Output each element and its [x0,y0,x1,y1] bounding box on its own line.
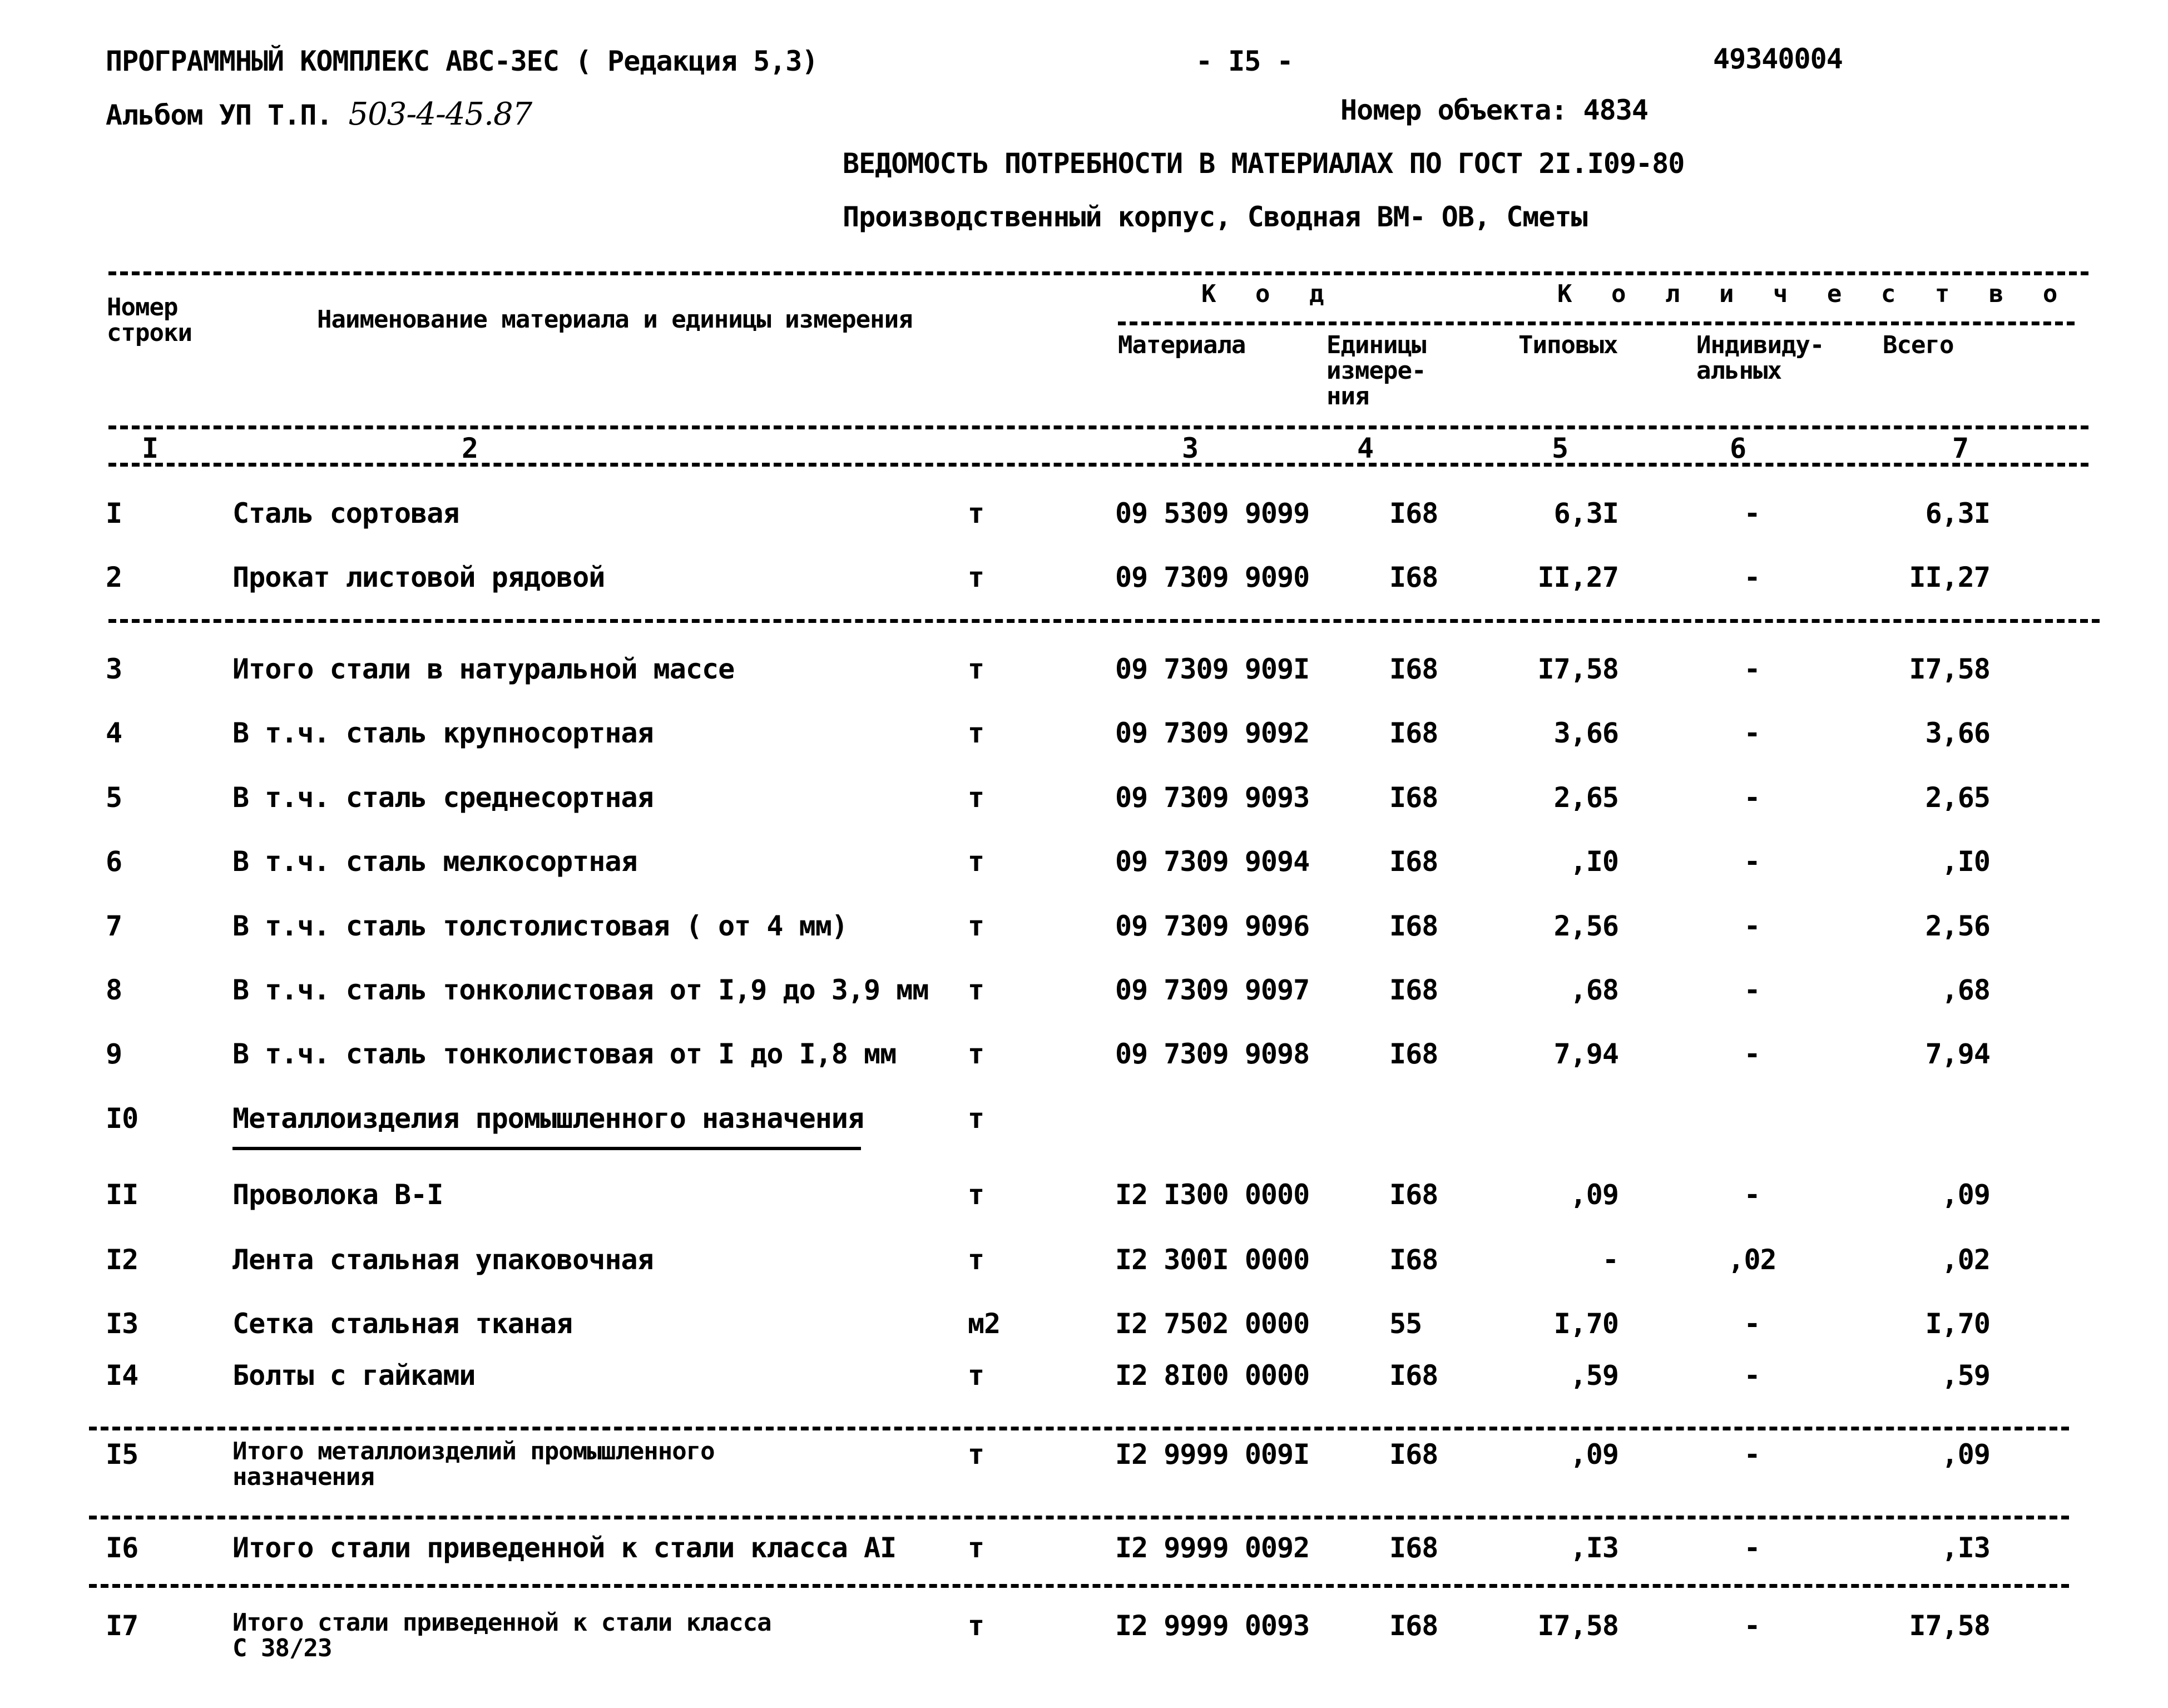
row-separator [89,1584,2069,1588]
program-title: ПРОГРАММНЫЙ КОМПЛЕКС АВС-ЗЕС ( Редакция 5,3) [106,45,818,77]
section-underline [232,1147,861,1150]
material-code: 09 7309 909I [1115,653,1310,685]
header-individual: Индивиду- альных [1696,331,1824,385]
quantity-total: 6,3I [1925,497,1990,529]
header-mid-rule [1118,321,2075,325]
column-number-1: I [142,432,159,464]
quantity-total: I,70 [1925,1308,1990,1340]
material-name-line: Лента стальная упаковочная [232,1244,654,1276]
material-name [232,974,928,1006]
quantity-individual: - [1744,1610,1760,1642]
quantity-typical: 7,94 [1553,1038,1618,1070]
material-name-line: назначения [232,1463,374,1491]
quantity-individual: - [1744,717,1760,749]
unit-code: I68 [1389,561,1438,593]
unit-of-measure: т [968,1610,984,1642]
material-name [232,1532,896,1563]
row-number: I6 [106,1532,138,1564]
row-number: 7 [106,910,122,942]
header-material-code: Материала [1118,331,1246,359]
quantity-total: 2,65 [1925,781,1990,814]
header-name: Наименование материала и единицы измерения [317,305,913,334]
quantity-individual: - [1744,653,1760,685]
quantity-total: 2,56 [1925,910,1990,942]
material-code: 09 7309 9096 [1115,910,1310,942]
row-separator [89,1516,2069,1519]
quantity-typical: 2,65 [1553,781,1618,814]
table-top-rule [108,271,2088,275]
row-number: 9 [106,1038,122,1070]
material-name [232,498,459,529]
material-name [232,782,654,813]
material-name-line: В т.ч. сталь тонколистовая от I,9 до 3,9 мм [232,974,929,1006]
quantity-typical: ,68 [1570,974,1618,1006]
quantity-individual: - [1744,1359,1760,1392]
unit-code: I68 [1389,1532,1438,1564]
quantity-individual: - [1744,781,1760,814]
unit-of-measure: т [968,717,984,749]
column-number-2: 2 [462,432,478,464]
quantity-total: ,09 [1941,1438,1990,1471]
quantity-typical: 6,3I [1553,497,1618,529]
material-code: I2 9999 009I [1115,1438,1310,1471]
album-handwritten-number: 503-4-45.87 [348,96,532,132]
unit-of-measure: т [968,653,984,685]
header-unit-code: Единицы измере- ния [1326,331,1426,410]
row-number: 5 [106,781,122,814]
unit-code: I68 [1389,1038,1438,1070]
row-number: 3 [106,653,122,685]
row-number: I4 [106,1359,138,1392]
material-name [232,1360,476,1391]
quantity-total: ,09 [1941,1179,1990,1211]
unit-code: 55 [1389,1308,1422,1340]
quantity-typical: 3,66 [1553,717,1618,749]
quantity-individual: - [1744,974,1760,1006]
unit-code: I68 [1389,1244,1438,1276]
column-number-4: 4 [1357,432,1374,464]
document-subtitle: Производственный корпус, Сводная ВМ- ОВ, Сметы [843,201,1587,233]
column-numbers-rule [108,463,2088,467]
unit-of-measure: т [968,845,984,878]
material-name-line: Сетка стальная тканая [232,1308,573,1340]
row-number: 6 [106,845,122,878]
quantity-total: ,68 [1941,974,1990,1006]
unit-of-measure: т [968,561,984,593]
material-name [232,654,734,685]
material-name-line: В т.ч. сталь мелкосортная [232,845,637,878]
material-code: 09 5309 9099 [1115,497,1310,529]
header-quantity-group: К о л и ч е с т в о [1557,280,2070,308]
material-code: I2 9999 0092 [1115,1532,1310,1564]
material-name [232,1308,572,1339]
material-code: I2 I300 0000 [1115,1179,1310,1211]
unit-code: I68 [1389,974,1438,1006]
material-name [232,1038,896,1070]
unit-code: I68 [1389,1359,1438,1392]
unit-of-measure: м2 [968,1308,1001,1340]
quantity-individual: - [1744,910,1760,942]
material-code: 09 7309 9097 [1115,974,1310,1006]
material-code: 09 7309 9093 [1115,781,1310,814]
material-name-line: С 38/23 [232,1634,332,1662]
unit-code: I68 [1389,845,1438,878]
unit-code: I68 [1389,910,1438,942]
quantity-individual: - [1744,1179,1760,1211]
quantity-typical: II,27 [1537,561,1618,593]
quantity-total: II,27 [1909,561,1990,593]
quantity-individual: - [1744,1532,1760,1564]
unit-of-measure: т [968,1179,984,1211]
row-number: I3 [106,1308,138,1340]
unit-code: I68 [1389,781,1438,814]
material-name-line: Итого стали приведенной к стали класса AI [232,1532,897,1564]
quantity-total: ,59 [1941,1359,1990,1392]
document-title: ВЕДОМОСТЬ ПОТРЕБНОСТИ В МАТЕРИАЛАХ ПО ГОСТ 2I.I09-80 [843,147,1685,180]
unit-code: I68 [1389,653,1438,685]
material-name [232,1439,715,1490]
quantity-typical: - [1602,1244,1618,1276]
quantity-total: 7,94 [1925,1038,1990,1070]
quantity-total: ,I0 [1941,845,1990,878]
header-code-group: К о д [1201,280,1337,308]
quantity-typical: I7,58 [1537,1610,1618,1642]
header-row-number: Номер строки [107,293,192,347]
object-number: Номер объекта: 4834 [1340,94,1648,126]
material-name-line: Болты с гайками [232,1359,476,1392]
material-code: 09 7309 9094 [1115,845,1310,878]
material-code: 09 7309 9092 [1115,717,1310,749]
row-number: 2 [106,561,122,593]
row-number: I [106,497,122,529]
material-name [232,910,848,942]
material-name [232,846,637,877]
quantity-total: I7,58 [1909,1610,1990,1642]
material-name-line: В т.ч. сталь крупносортная [232,717,654,749]
quantity-individual: - [1744,1038,1760,1070]
column-number-5: 5 [1552,432,1568,464]
unit-of-measure: т [968,497,984,529]
material-name-line: Итого металлоизделий промышленного [232,1437,715,1466]
header-typical: Типовых [1518,331,1618,359]
unit-code: I68 [1389,1610,1438,1642]
material-name-line: Итого стали приведенной к стали класса [232,1608,771,1637]
unit-of-measure: т [968,781,984,814]
unit-code: I68 [1389,1438,1438,1471]
material-code: 09 7309 9090 [1115,561,1310,593]
quantity-typical: ,59 [1570,1359,1618,1392]
quantity-individual: - [1744,1308,1760,1340]
quantity-typical: I,70 [1553,1308,1618,1340]
material-code: I2 7502 0000 [1115,1308,1310,1340]
material-name-line: В т.ч. сталь тонколистовая от I до I,8 мм [232,1038,897,1070]
quantity-typical: ,09 [1570,1179,1618,1211]
row-number: I5 [106,1438,138,1471]
unit-of-measure: т [968,1532,984,1564]
row-separator [108,619,2100,623]
column-number-3: 3 [1182,432,1199,464]
header-bottom-rule [108,425,2088,429]
material-name-line: Сталь сортовая [232,497,459,529]
material-name-line: В т.ч. сталь толстолистовая ( от 4 мм) [232,910,848,942]
material-name [232,1179,443,1210]
row-number: I2 [106,1244,138,1276]
header-total: Всего [1883,331,1954,359]
album-reference [106,96,532,132]
unit-code: I68 [1389,497,1438,529]
material-name [232,717,654,749]
column-number-6: 6 [1730,432,1746,464]
quantity-typical: 2,56 [1553,910,1618,942]
material-code: I2 9999 0093 [1115,1610,1310,1642]
quantity-individual: - [1744,497,1760,529]
row-number: I0 [106,1102,138,1135]
row-number: 8 [106,974,122,1006]
quantity-total: ,I3 [1941,1532,1990,1564]
unit-code: I68 [1389,717,1438,749]
quantity-total: ,02 [1941,1244,1990,1276]
material-name [232,1244,654,1275]
material-name [232,1103,864,1134]
material-name-line: Итого стали в натуральной массе [232,653,735,685]
quantity-typical: ,I0 [1570,845,1618,878]
quantity-typical: ,I3 [1570,1532,1618,1564]
material-name [232,1610,771,1661]
unit-of-measure: т [968,1102,984,1135]
album-prefix: Альбом УП Т.П. [106,99,333,131]
unit-of-measure: т [968,1244,984,1276]
page-number: - I5 - [1196,45,1293,77]
unit-of-measure: т [968,1359,984,1392]
row-separator [89,1427,2069,1430]
material-code: 09 7309 9098 [1115,1038,1310,1070]
unit-of-measure: т [968,910,984,942]
quantity-typical: ,09 [1570,1438,1618,1471]
unit-code: I68 [1389,1179,1438,1211]
quantity-individual: - [1744,845,1760,878]
document-number: 49340004 [1713,43,1843,75]
material-code: I2 300I 0000 [1115,1244,1310,1276]
unit-of-measure: т [968,1038,984,1070]
material-name-line: Металлоизделия промышленного назначения [232,1102,864,1135]
quantity-total: I7,58 [1909,653,1990,685]
material-name-line: Проволока В-I [232,1179,443,1211]
row-number: 4 [106,717,122,749]
row-number: II [106,1179,138,1211]
material-name-line: В т.ч. сталь среднесортная [232,781,654,814]
row-number: I7 [106,1610,138,1642]
unit-of-measure: т [968,974,984,1006]
quantity-typical: I7,58 [1537,653,1618,685]
quantity-individual: ,02 [1728,1244,1776,1276]
quantity-individual: - [1744,561,1760,593]
quantity-total: 3,66 [1925,717,1990,749]
unit-of-measure: т [968,1438,984,1471]
material-name [232,562,605,593]
column-number-7: 7 [1952,432,1969,464]
quantity-individual: - [1744,1438,1760,1471]
material-code: I2 8I00 0000 [1115,1359,1310,1392]
material-name-line: Прокат листовой рядовой [232,561,605,593]
